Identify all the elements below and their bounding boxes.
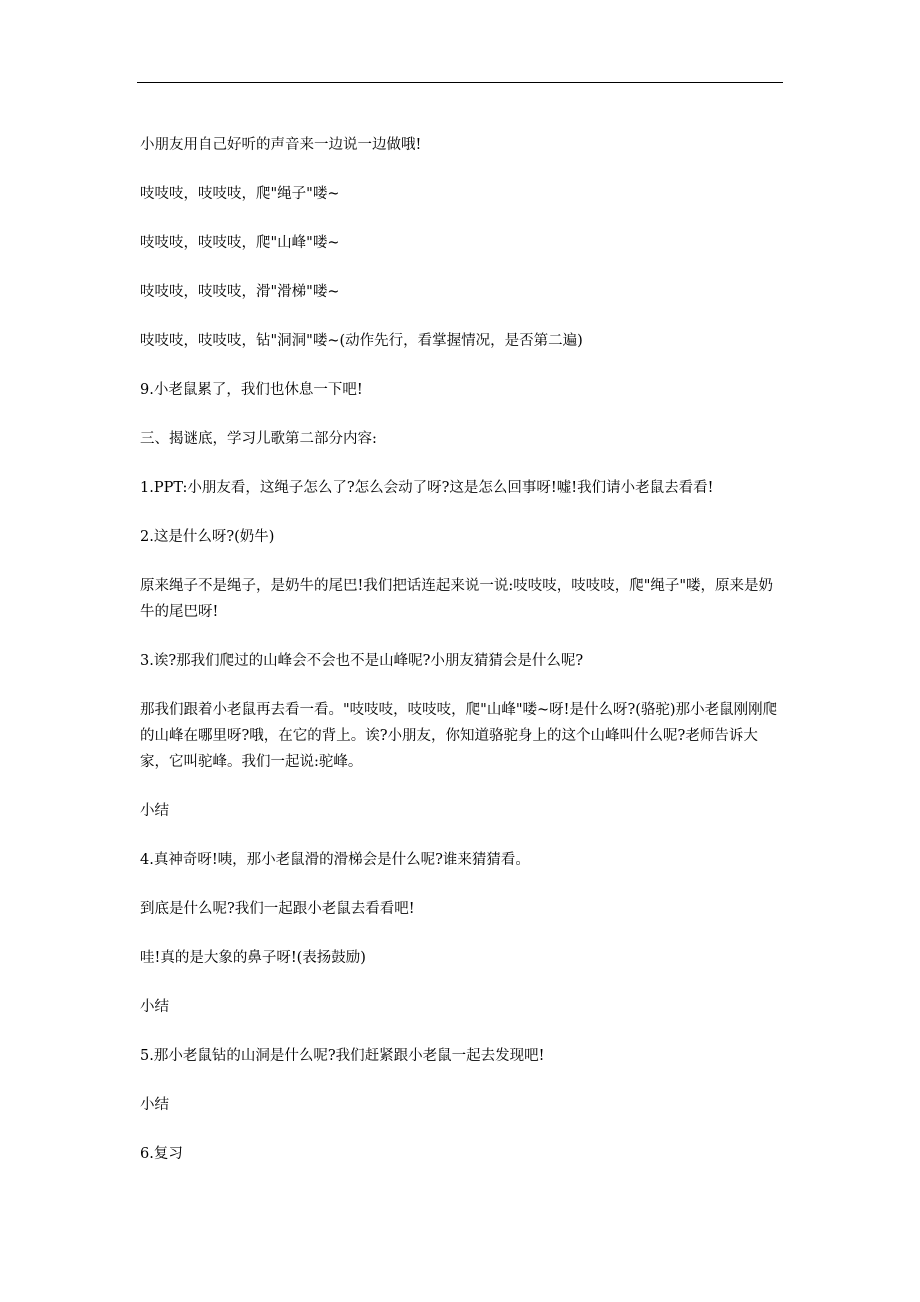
paragraph: 2.这是什么呀?(奶牛) (140, 529, 275, 545)
summary-label: 小结 (140, 1097, 169, 1113)
paragraph: 9.小老鼠累了，我们也休息一下吧! (140, 382, 363, 398)
header-rule (137, 82, 783, 83)
document-body (140, 132, 785, 1190)
paragraph: 6.复习 (140, 1146, 183, 1162)
paragraph: 吱吱吱，吱吱吱，钻"洞洞"喽~(动作先行，看掌握情况，是否第二遍) (140, 333, 583, 349)
paragraph: 到底是什么呢?我们一起跟小老鼠去看看吧! (140, 901, 415, 917)
paragraph: 1.PPT:小朋友看，这绳子怎么了?怎么会动了呀?这是怎么回事呀!嘘!我们请小老鼠去看看! (140, 480, 714, 496)
paragraph: 吱吱吱，吱吱吱，爬"山峰"喽~ (140, 235, 340, 251)
paragraph: 吱吱吱，吱吱吱，爬"绳子"喽~ (140, 186, 340, 202)
summary-label: 小结 (140, 999, 169, 1015)
paragraph: 吱吱吱，吱吱吱，滑"滑梯"喽~ (140, 284, 340, 300)
paragraph: 5.那小老鼠钻的山洞是什么呢?我们赶紧跟小老鼠一起去发现吧! (140, 1048, 545, 1064)
summary-label: 小结 (140, 803, 169, 819)
paragraph: 哇!真的是大象的鼻子呀!(表扬鼓励) (140, 950, 366, 966)
paragraph: 4.真神奇呀!咦，那小老鼠滑的滑梯会是什么呢?谁来猜猜看。 (140, 852, 530, 868)
paragraph: 3.诶?那我们爬过的山峰会不会也不是山峰呢?小朋友猜猜会是什么呢? (140, 653, 584, 669)
paragraph: 原来绳子不是绳子，是奶牛的尾巴!我们把话连起来说一说:吱吱吱，吱吱吱，爬"绳子"喽，原来是奶牛的尾巴呀! (140, 578, 774, 620)
paragraph: 那我们跟着小老鼠再去看一看。"吱吱吱，吱吱吱，爬"山峰"喽~呀!是什么呀?(骆驼)那小老鼠刚刚爬的山峰在哪里呀?哦，在它的背上。诶?小朋友，你知道骆驼身上的这个山峰叫什么呢?老师告诉大家，它叫驼峰。我们一起说:驼峰。 (140, 702, 778, 770)
section-heading: 三、揭谜底，学习儿歌第二部分内容: (140, 431, 377, 447)
paragraph: 小朋友用自己好听的声音来一边说一边做哦! (140, 137, 422, 153)
